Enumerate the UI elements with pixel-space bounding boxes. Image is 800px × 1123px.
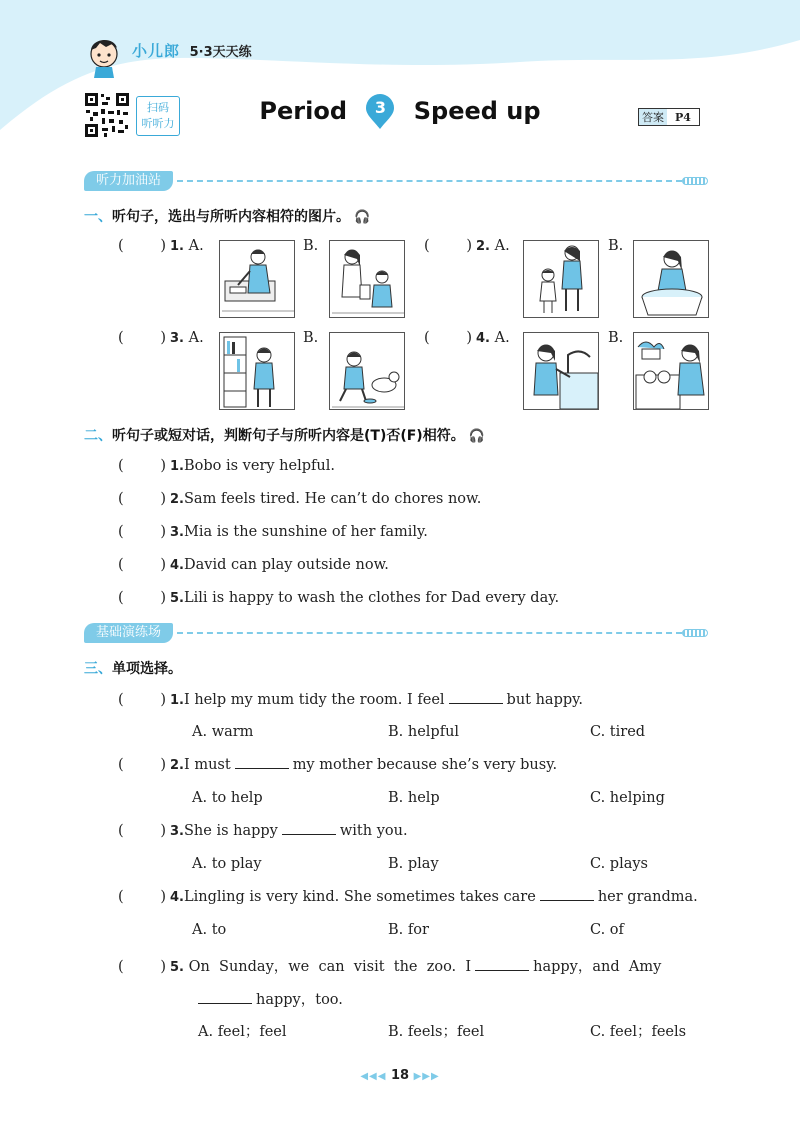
qr-note-line1: 扫码 — [147, 101, 169, 114]
item-text-before: She is happy — [183, 823, 278, 839]
item-text-before: I help my mum tidy the room. I feel — [183, 692, 445, 708]
option-a: A. to play — [192, 856, 262, 872]
option-c: C. of — [590, 922, 624, 938]
item-text: Bobo is very helpful. — [183, 458, 335, 474]
brand — [132, 40, 252, 61]
part3-heading — [84, 658, 182, 678]
option-a: A. feel；feel — [198, 1024, 287, 1040]
item-text-before: I must — [183, 757, 231, 773]
answer-box[interactable] — [118, 757, 170, 773]
part2-item-4 — [118, 557, 389, 573]
item-number: 3. — [170, 331, 184, 346]
item-number: 4. — [476, 331, 490, 346]
brand-logo: 小儿郎 — [132, 42, 181, 60]
fill-blank[interactable] — [198, 992, 252, 1004]
picture-2a[interactable] — [523, 240, 599, 318]
picture-1a[interactable] — [219, 240, 295, 318]
part1-instruction: 听句子，选出与所听内容相符的图片。 — [112, 209, 350, 225]
item-text-after: her grandma. — [597, 889, 698, 905]
listening-banner — [84, 170, 708, 192]
option-a: A. to help — [192, 790, 263, 806]
item-number: 5. — [170, 591, 184, 606]
option-c: C. helping — [590, 790, 665, 806]
answer-box[interactable] — [118, 458, 170, 474]
next-arrows-icon: ▶▶▶ — [413, 1071, 440, 1082]
item-number: 4. — [170, 890, 184, 905]
item-number: 1. — [170, 693, 184, 708]
qr-note-line2: 听听力 — [141, 117, 175, 130]
fill-blank[interactable] — [282, 823, 336, 835]
period-number: 3 — [374, 98, 386, 117]
part3-item-3 — [118, 823, 408, 839]
answer-box[interactable] — [118, 524, 170, 540]
answer-box[interactable] — [118, 557, 170, 573]
fill-blank[interactable] — [235, 757, 289, 769]
answer-box[interactable] — [118, 823, 170, 839]
answer-box[interactable] — [118, 330, 170, 346]
part3-item-1 — [118, 692, 583, 708]
option-a: A. to — [192, 922, 227, 938]
picture-4a[interactable] — [523, 332, 599, 410]
option-a-label: A. — [188, 238, 204, 254]
answer-label: 答案 — [639, 109, 667, 125]
part1-item-2 — [424, 238, 510, 254]
option-b: B. feels；feel — [388, 1024, 485, 1040]
banner-divider — [177, 180, 682, 182]
option-c: C. tired — [590, 724, 646, 740]
part2-item-2 — [118, 491, 481, 507]
series-name: 5·3天天练 — [189, 45, 252, 60]
fill-blank[interactable] — [540, 889, 594, 901]
item-text-after: with you. — [339, 823, 408, 839]
banner-end-icon — [682, 629, 708, 637]
item-text-before: Lingling is very kind. She sometimes takes care — [183, 889, 536, 905]
option-c: C. plays — [590, 856, 648, 872]
banner-end-icon — [682, 177, 708, 185]
option-b: B. play — [388, 856, 439, 872]
part2-number: 二、 — [84, 428, 112, 444]
part1-heading — [84, 206, 370, 226]
title-right: Speed up — [413, 97, 541, 125]
fill-blank[interactable] — [475, 959, 529, 971]
option-b-label: B. — [303, 330, 319, 346]
picture-3a[interactable] — [219, 332, 295, 410]
part1-item-3 — [118, 330, 204, 346]
item-text-after: but happy. — [506, 692, 584, 708]
picture-4b[interactable] — [633, 332, 709, 410]
practice-banner — [84, 622, 708, 644]
headphone-icon[interactable]: 🎧 — [354, 210, 371, 225]
answer-page: P4 — [675, 110, 691, 124]
item-number: 5. — [170, 960, 184, 975]
answer-box[interactable] — [118, 590, 170, 606]
option-b-label: B. — [608, 238, 624, 254]
option-a-label: A. — [188, 330, 204, 346]
item-text: Sam feels tired. He can’t do chores now. — [183, 491, 482, 507]
part3-item-5 — [118, 955, 661, 976]
answer-box[interactable] — [118, 889, 170, 905]
item-text: Lili is happy to wash the clothes for Dad every day. — [183, 590, 560, 606]
item-number: 1. — [170, 239, 184, 254]
part3-number: 三、 — [84, 661, 112, 677]
answer-box[interactable] — [118, 238, 170, 254]
answer-box[interactable] — [118, 491, 170, 507]
part1-number: 一、 — [84, 209, 112, 225]
part3-item-4 — [118, 889, 698, 905]
mascot-icon — [84, 34, 124, 82]
part3-item-5-line2 — [198, 988, 343, 1009]
listening-banner-label: 听力加油站 — [84, 171, 173, 191]
part2-item-5 — [118, 590, 559, 606]
item-text: David can play outside now. — [183, 557, 389, 573]
item-number: 2. — [476, 239, 490, 254]
option-b: B. helpful — [388, 724, 460, 740]
page-number: 18 — [390, 1068, 410, 1083]
period-badge — [365, 96, 395, 128]
fill-blank[interactable] — [449, 692, 503, 704]
part2-item-3 — [118, 524, 428, 540]
item-text: Mia is the sunshine of her family. — [183, 524, 428, 540]
option-a: A. warm — [192, 724, 254, 740]
item-text-after: happy，and Amy — [533, 959, 662, 975]
answer-box[interactable] — [118, 692, 170, 708]
headphone-icon[interactable]: 🎧 — [468, 429, 485, 444]
item-number: 1. — [170, 459, 184, 474]
picture-2b[interactable] — [633, 240, 709, 318]
item-number: 2. — [170, 492, 184, 507]
part3-item-2 — [118, 757, 557, 773]
part3-instruction: 单项选择。 — [112, 661, 182, 677]
item-number: 4. — [170, 558, 184, 573]
page-footer — [0, 1068, 800, 1083]
part1-item-1 — [118, 238, 204, 254]
title-left: Period — [259, 97, 348, 125]
option-a-label: A. — [494, 238, 510, 254]
option-b-label: B. — [608, 330, 624, 346]
part1-item-4 — [424, 330, 510, 346]
picture-3b[interactable] — [329, 332, 405, 410]
item-text-after: my mother because she’s very busy. — [292, 757, 558, 773]
practice-banner-label: 基础演练场 — [84, 623, 173, 643]
part2-item-1 — [118, 458, 335, 474]
answer-tag[interactable] — [638, 108, 700, 126]
option-b: B. for — [388, 922, 429, 938]
option-a-label: A. — [494, 330, 510, 346]
part2-heading — [84, 425, 485, 445]
banner-divider — [177, 632, 682, 634]
prev-arrows-icon: ◀◀◀ — [360, 1071, 387, 1082]
item-number: 3. — [170, 525, 184, 540]
picture-1b[interactable] — [329, 240, 405, 318]
answer-box[interactable] — [424, 238, 476, 254]
option-c: C. feel；feels — [590, 1024, 687, 1040]
option-b: B. help — [388, 790, 440, 806]
option-b-label: B. — [303, 238, 319, 254]
answer-box[interactable] — [424, 330, 476, 346]
item-number: 2. — [170, 758, 184, 773]
part2-instruction: 听句子或短对话，判断句子与所听内容是(T)否(F)相符。 — [112, 428, 465, 444]
item-number: 3. — [170, 824, 184, 839]
item-text-line2: happy，too. — [256, 992, 343, 1008]
answer-box[interactable] — [118, 959, 170, 975]
item-text-before: On Sunday，we can visit the zoo. I — [188, 959, 472, 975]
